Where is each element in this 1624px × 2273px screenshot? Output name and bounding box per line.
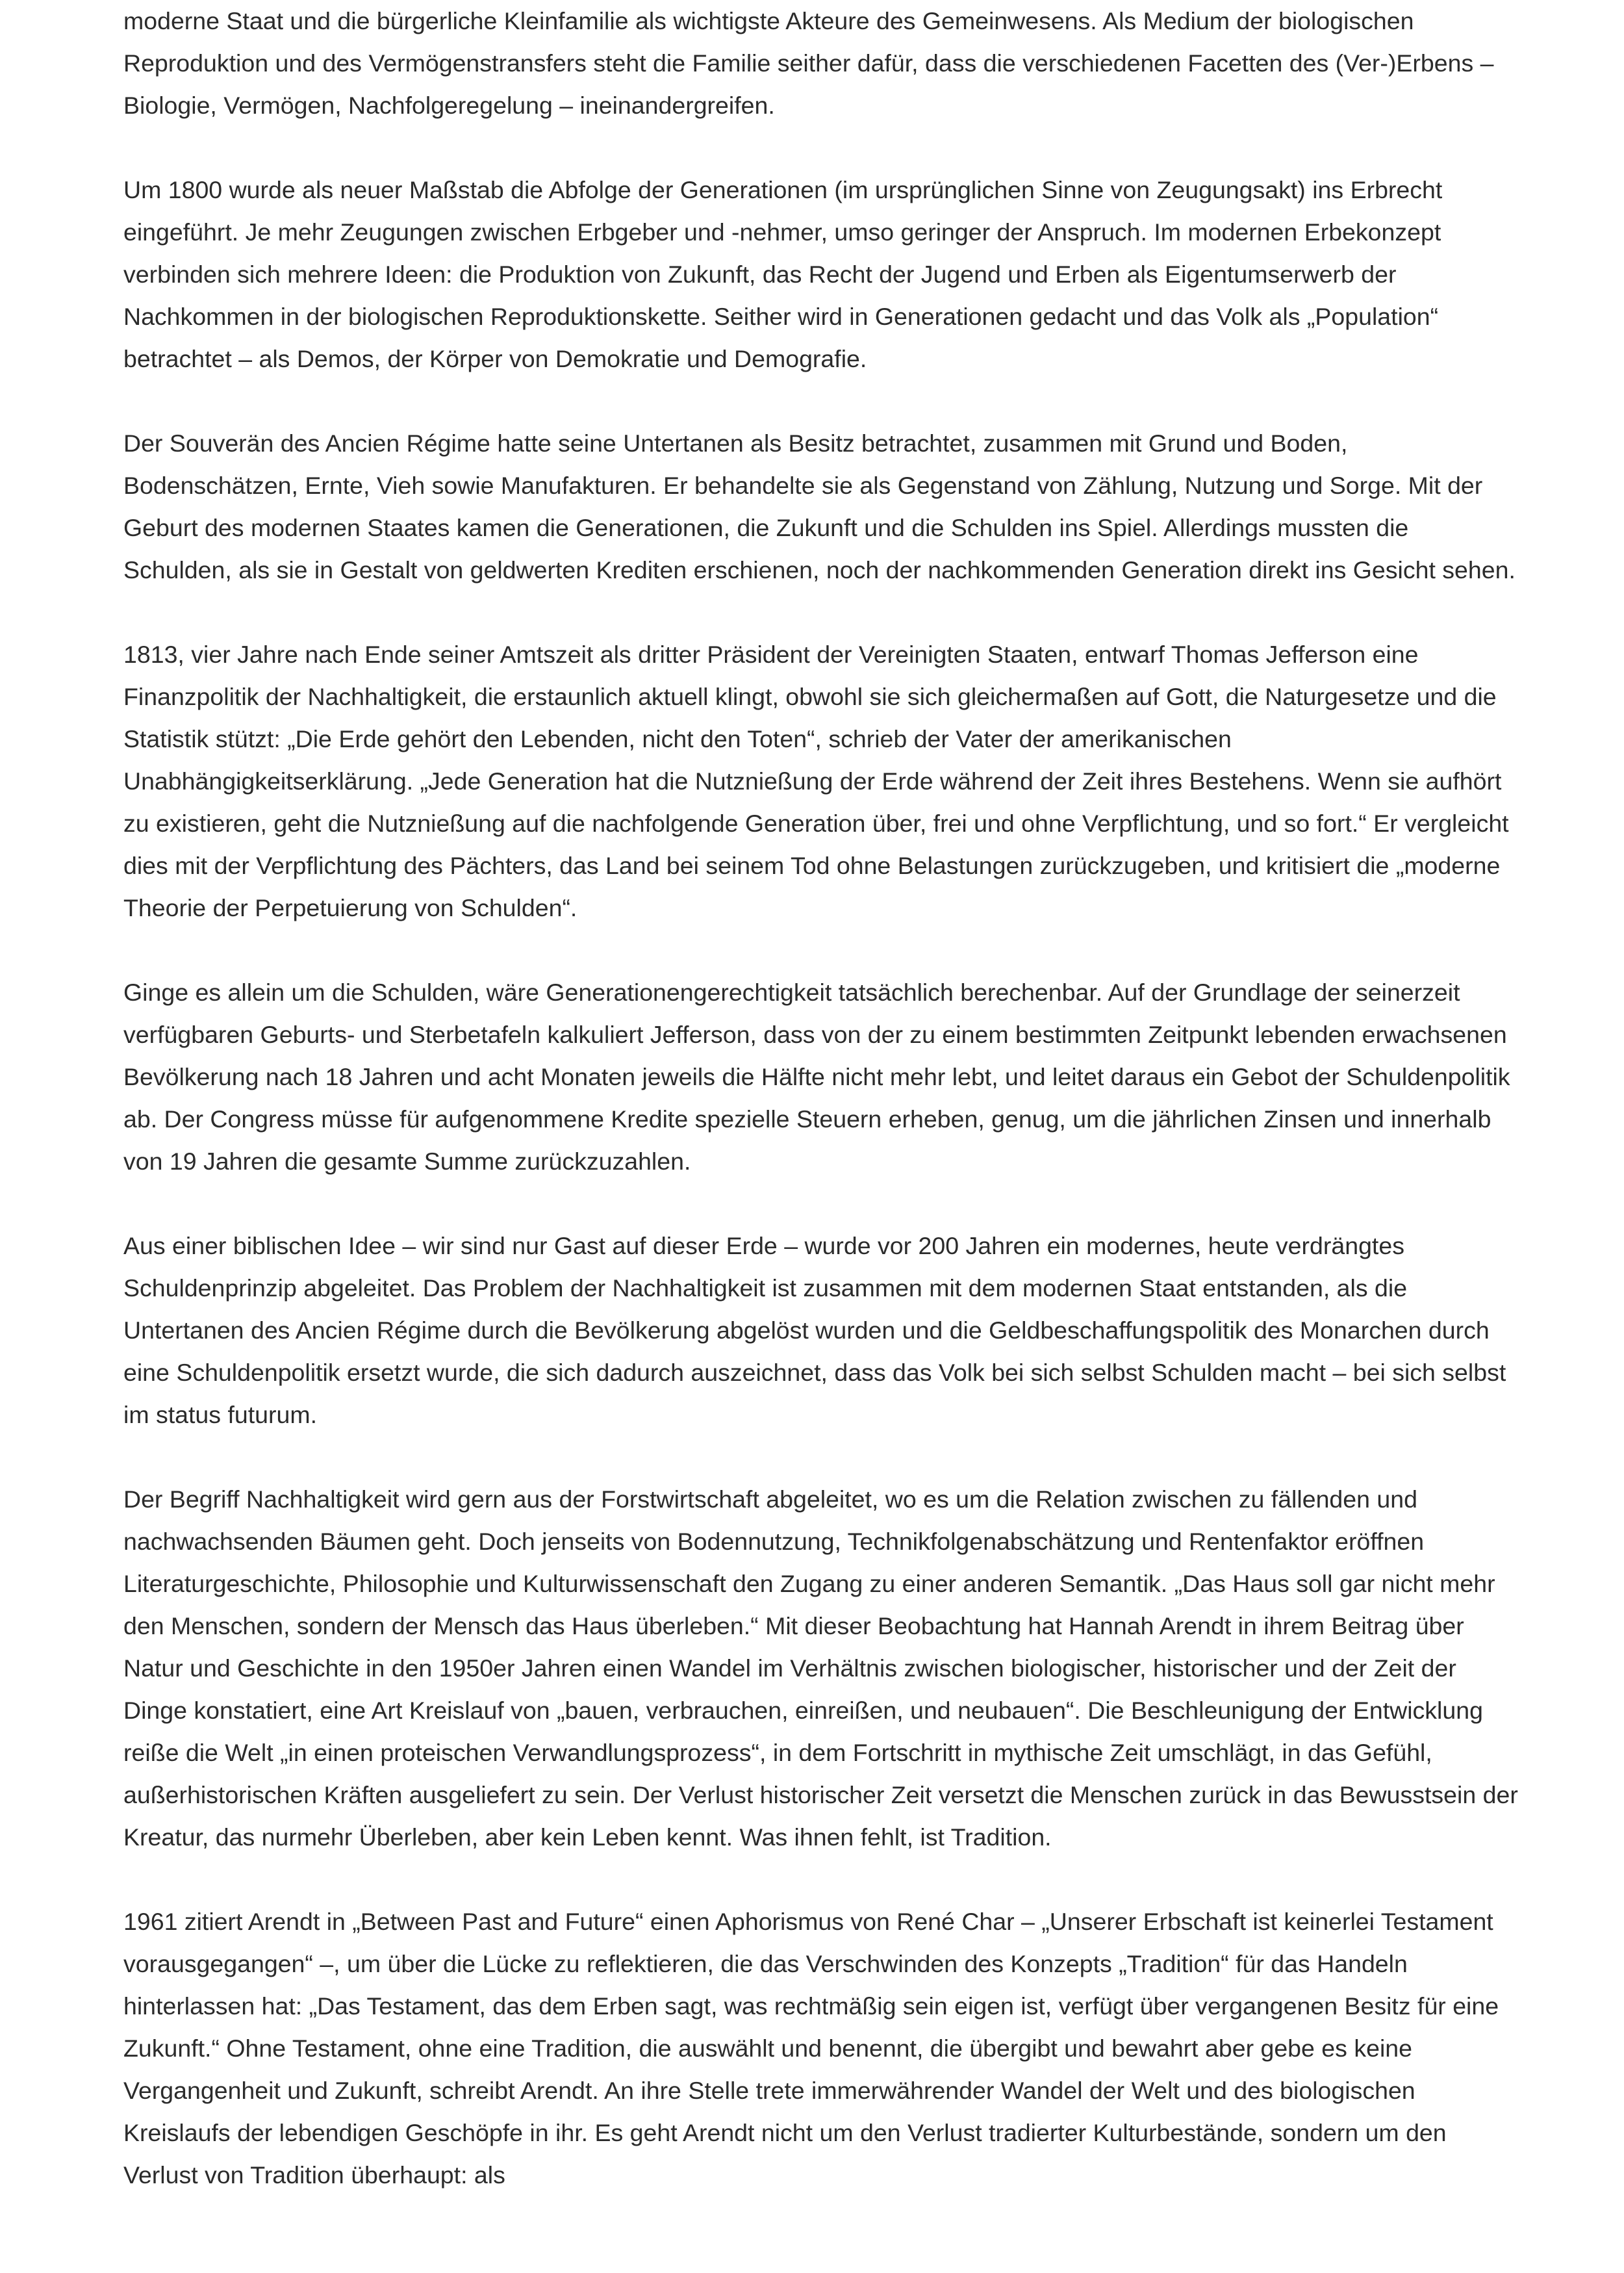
paragraph-debt-calculation: Ginge es allein um die Schulden, wäre Generationengerechtigkeit tatsächlich berechenbar. Auf der Grundlage der seinerzeit verfügbaren Geburts- und Sterbetafeln kalkuliert Jefferson, dass von der zu einem bestimmten Zeitpunkt lebenden erwachsenen Bevölkerung nach 18 Jahren und acht Monaten jeweils die Hälfte nicht mehr lebt, und leitet daraus ein Gebot der Schuldenpolitik ab. Der Congress müsse für aufgenommene Kredite spezielle Steuern erheben, genug, um die jährlichen Zinsen und innerhalb von 19 Jahren die gesamte Summe zurückzuzahlen. [123, 979, 1510, 1175]
paragraph-arendt-1961: 1961 zitiert Arendt in „Between Past and Future“ einen Aphorismus von René Char – „Unserer Erbschaft ist keinerlei Testament vorausgegangen“ –, um über die Lücke zu reflektieren, die das Verschwinden des Konzepts „Tradition“ für das Handeln hinterlassen hat: „Das Testament, das dem Erben sagt, was rechtmäßig sein eigen ist, verfügt über vergangenen Besitz für eine Zukunft.“ Ohne Testament, ohne eine Tradition, die auswählt und benennt, die übergibt und bewahrt aber gebe es keine Vergangenheit und Zukunft, schreibt Arendt. An ihre Stelle trete immerwährender Wandel der Welt und des biologischen Kreislaufs der lebendigen Geschöpfe in ihr. Es geht Arendt nicht um den Verlust tradierter Kulturbestände, sondern um den Verlust von Tradition überhaupt: als [123, 1908, 1499, 2189]
paragraph-family-inheritance: moderne Staat und die bürgerliche Kleinfamilie als wichtigste Akteure des Gemeinwesens. Als Medium der biologischen Reproduktion und des Vermögenstransfers steht die Familie seither dafür, dass die verschiedenen Facetten des (Ver-)Erbens – Biologie, Vermögen, Nachfolgeregelung – ineinandergreifen. [123, 7, 1494, 119]
paragraph-jefferson-1813: 1813, vier Jahre nach Ende seiner Amtszeit als dritter Präsident der Vereinigten Staaten, entwarf Thomas Jefferson eine Finanzpolitik der Nachhaltigkeit, die erstaunlich aktuell klingt, obwohl sie sich gleichermaßen auf Gott, die Naturgesetze und die Statistik stützt: „Die Erde gehört den Lebenden, nicht den Toten“, schrieb der Vater der amerikanischen Unabhängigkeitserklärung. „Jede Generation hat die Nutznießung der Erde während der Zeit ihres Bestehens. Wenn sie aufhört zu existieren, geht die Nutznießung auf die nachfolgende Generation über, frei und ohne Verpflichtung, und so fort.“ Er vergleicht dies mit der Verpflichtung des Pächters, das Land bei seinem Tod ohne Belastungen zurückzugeben, und kritisiert die „moderne Theorie der Perpetuierung von Schulden“. [123, 641, 1509, 921]
paragraph-generations-1800: Um 1800 wurde als neuer Maßstab die Abfolge der Generationen (im ursprünglichen Sinne von Zeugungsakt) ins Erbrecht eingeführt. Je mehr Zeugungen zwischen Erbgeber und -nehmer, umso geringer der Anspruch. Im modernen Erbekonzept verbinden sich mehrere Ideen: die Produktion von Zukunft, das Recht der Jugend und Erben als Eigentumserwerb der Nachkommen in der biologischen Reproduktionskette. Seither wird in Generationen gedacht und das Volk als „Population“ betrachtet – als Demos, der Körper von Demokratie und Demografie. [123, 176, 1443, 372]
article-body [123, 0, 1520, 2239]
paragraph-sustainability-arendt: Der Begriff Nachhaltigkeit wird gern aus der Forstwirtschaft abgeleitet, wo es um die Relation zwischen zu fällenden und nachwachsenden Bäumen geht. Doch jenseits von Bodennutzung, Technikfolgenabschätzung und Rentenfaktor eröffnen Literaturgeschichte, Philosophie und Kulturwissenschaft den Zugang zu einer anderen Semantik. „Das Haus soll gar nicht mehr den Menschen, sondern der Mensch das Haus überleben.“ Mit dieser Beobachtung hat Hannah Arendt in ihrem Beitrag über Natur und Geschichte in den 1950er Jahren einen Wandel im Verhältnis zwischen biologischer, historischer und der Zeit der Dinge konstatiert, eine Art Kreislauf von „bauen, verbrauchen, einreißen, und neubauen“. Die Beschleunigung der Entwicklung reiße die Welt „in einen proteischen Verwandlungsprozess“, in dem Fortschritt in mythische Zeit umschlägt, in das Gefühl, außerhistorischen Kräften ausgeliefert zu sein. Der Verlust historischer Zeit versetzt die Menschen zurück in das Bewusstsein der Kreatur, das nurmehr Überleben, aber kein Leben kennt. Was ihnen fehlt, ist Tradition. [123, 1485, 1518, 1851]
paragraph-biblical-idea: Aus einer biblischen Idee – wir sind nur Gast auf dieser Erde – wurde vor 200 Jahren ein modernes, heute verdrängtes Schuldenprinzip abgeleitet. Das Problem der Nachhaltigkeit ist zusammen mit dem modernen Staat entstanden, als die Untertanen des Ancien Régime durch die Bevölkerung abgelöst wurden und die Geldbeschaffungspolitik des Monarchen durch eine Schuldenpolitik ersetzt wurde, die sich dadurch auszeichnet, dass das Volk bei sich selbst Schulden macht – bei sich selbst im status futurum. [123, 1232, 1506, 1428]
paragraph-ancien-regime: Der Souverän des Ancien Régime hatte seine Untertanen als Besitz betrachtet, zusammen mit Grund und Boden, Bodenschätzen, Ernte, Vieh sowie Manufakturen. Er behandelte sie als Gegenstand von Zählung, Nutzung und Sorge. Mit der Geburt des modernen Staates kamen die Generationen, die Zukunft und die Schulden ins Spiel. Allerdings mussten die Schulden, als sie in Gestalt von geldwerten Krediten erschienen, noch der nachkommenden Generation direkt ins Gesicht sehen. [123, 430, 1516, 584]
